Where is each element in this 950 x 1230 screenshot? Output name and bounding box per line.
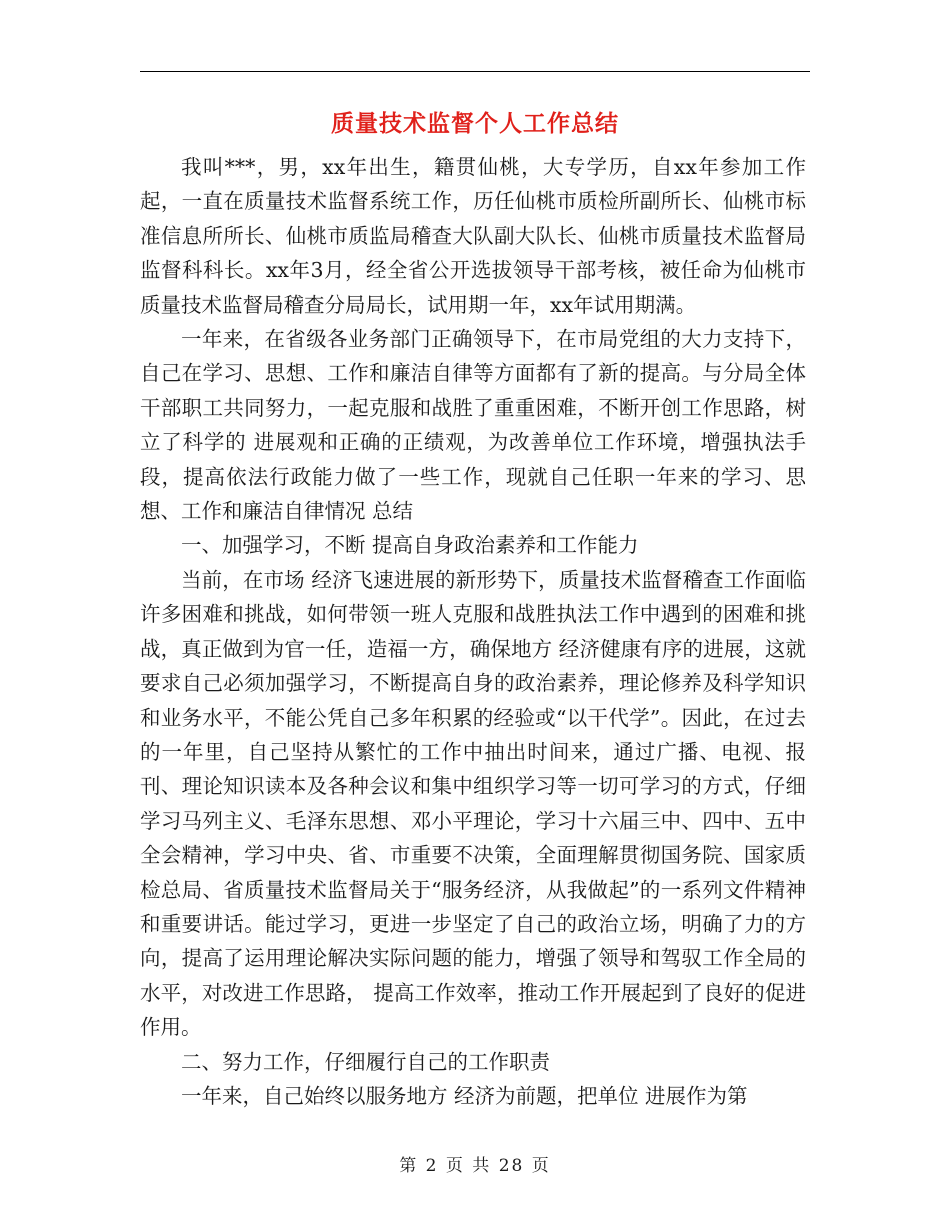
- header-rule: [140, 71, 810, 72]
- paragraph-work: 一年来，自己始终以服务地方 经济为前题，把单位 进展作为第: [181, 1083, 748, 1108]
- section-heading-1: 一、加强学习，不断 提高自身政治素养和工作能力: [181, 533, 639, 558]
- paragraph-intro: 我叫***，男，xx年出生，籍贯仙桃，大专学历，自xx年参加工作起，一直在质量技术监督系统工作，历任仙桃市质检所副所长、仙桃市标准信息所所长、仙桃市质监局稽查大队副大队长、仙桃市质量技术监督局监督科科长。xx年3月，经全省公开选拔领导干部考核，被任命为仙桃市质量技术监督局稽查分局局长，试用期一年，xx年试用期满。: [140, 155, 806, 317]
- document-title: 质量技术监督个人工作总结: [331, 110, 619, 137]
- page-number-footer: 第 2 页 共 28 页: [399, 1156, 551, 1176]
- document-body: [140, 150, 806, 1113]
- section-heading-2: 二、努力工作，仔细履行自己的工作职责: [181, 1049, 550, 1074]
- paragraph-study: 当前，在市场 经济飞速进展的新形势下，质量技术监督稽查工作面临许多困难和挑战，如何带领一班人克服和战胜执法工作中遇到的困难和挑战，真正做到为官一任，造福一方，确保地方 经济健康有序的进展，这就要求自己必须加强学习，不断提高自身的政治素养，理论修养及科学知识和业务水平，不能公凭自己多年积累的经验或“以干代学”。因此，在过去的一年里，自己坚持从繁忙的工作中抽出时间来，通过广播、电视、报刊、理论知识读本及各种会议和集中组织学习等一切可学习的方式，仔细学习马列主义、毛泽东思想、邓小平理论，学习十六届三中、四中、五中全会精神，学习中央、省、市重要不决策，全面理解贯彻国务院、国家质检总局、省质量技术监督局关于“服务经济，从我做起”的一系列文件精神和重要讲话。能过学习，更进一步坚定了自己的政治立场，明确了力的方向，提高了运用理论解决实际问题的能力，增强了领导和驾驭工作全局的水平，对改进工作思路， 提高工作效率，推动工作开展起到了良好的促进作用。: [140, 567, 806, 1040]
- paragraph-overview: 一年来，在省级各业务部门正确领导下，在市局党组的大力支持下，自己在学习、思想、工作和廉洁自律等方面都有了新的提高。与分局全体干部职工共同努力，一起克服和战胜了重重困难，不断开创工作思路，树立了科学的 进展观和正确的正绩观，为改善单位工作环境，增强执法手段，提高依法行政能力做了一些工作，现就自己任职一年来的学习、思想、工作和廉洁自律情况 总结: [140, 327, 806, 524]
